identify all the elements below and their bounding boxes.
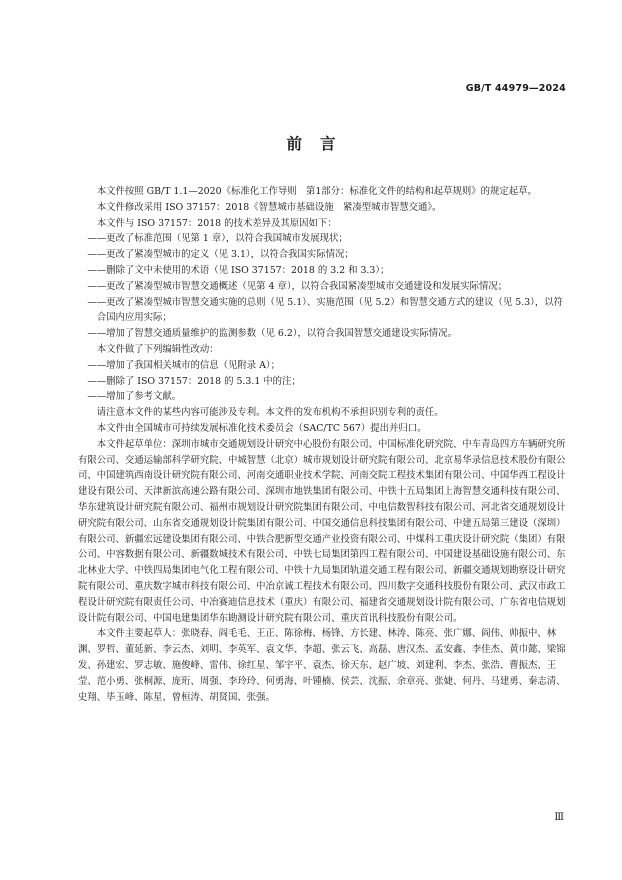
list-item bbox=[78, 374, 568, 390]
list-item-text: 增加了参考文献。 bbox=[106, 391, 182, 403]
list-item bbox=[78, 389, 568, 405]
list-item-text: 更改了标准范围（见第 1 章），以符合我国城市发展现状； bbox=[106, 233, 348, 245]
list-item bbox=[78, 295, 568, 327]
dash-mark: —— bbox=[87, 359, 107, 371]
technical-differences-list bbox=[78, 231, 568, 342]
list-item-text: 更改了紧凑型城市智慧交通概述（见第 4 章），以符合我国紧凑型城市交通建设和发展实际情况； bbox=[106, 280, 508, 292]
paragraph-drafting-rules: 本文件按照 GB/T 1.1—2020《标准化工作导则 第1部分：标准化文件的结构和起草规则》的规定起草。 bbox=[96, 186, 537, 197]
list-item bbox=[78, 231, 568, 247]
list-item-text: 更改了紧凑型城市的定义（见 3.1），以符合我国实际情况； bbox=[106, 249, 354, 261]
document-body bbox=[78, 184, 568, 705]
paragraph-proposer: 本文件由全国城市可持续发展标准化技术委员会（SAC/TC 567）提出并归口。 bbox=[96, 422, 427, 434]
dash-mark: —— bbox=[87, 233, 107, 245]
dash-mark: —— bbox=[87, 375, 107, 387]
list-item bbox=[78, 263, 568, 279]
list-item-text: 增加了智慧交通质量维护的监测参数（见 6.2），以符合我国智慧交通建设实际情况。 bbox=[106, 328, 457, 340]
editorial-changes-list bbox=[78, 358, 568, 405]
dash-mark: —— bbox=[87, 249, 107, 261]
standard-code: GB/T 44979—2024 bbox=[465, 83, 566, 94]
list-item bbox=[78, 358, 568, 374]
list-item-text: 删除了 ISO 37157：2018 的 5.3.1 中的注； bbox=[106, 375, 301, 387]
list-item bbox=[78, 326, 568, 342]
page-number: Ⅲ bbox=[554, 812, 565, 823]
dash-mark: —— bbox=[87, 328, 107, 340]
paragraph-adoption: 本文件修改采用 ISO 37157：2018《智慧城市基础设施 紧凑型城市智慧交通》。 bbox=[96, 201, 442, 213]
dash-mark: —— bbox=[87, 280, 107, 292]
dash-mark: —— bbox=[87, 264, 107, 276]
paragraph-patent-notice: 请注意本文件的某些内容可能涉及专利。本文件的发布机构不承担识别专利的责任。 bbox=[96, 407, 444, 419]
paragraph-drafters: 本文件主要起草人：张晓春、阎毛毛、王正、陈徐梅、杨锋、方长建、林涛、陈亮、张广娜、阎伟、帅振中、林渊、罗哲、董延新、李云杰、刘明、李英军、袁文华、李超、张云飞、高磊、唐汉杰、孟安鑫、李佳杰、黄巾懿、梁锦发、孙建宏、罗志敏、施俊峰、雷伟、徐红星、邹宇平、袁杰、徐天东、赵广坡、刘建利、李杰、张浩、曹振杰、王莹、范小勇、张桐源、庞珩、周强、李玲玲、何勇海、叶锺楠、侯芸、沈振、余章亮、张婕、何丹、马建勇、秦志清、史翔、毕玉峰、陈星、曾桓涛、胡贤国、张强。 bbox=[78, 628, 566, 703]
dash-mark: —— bbox=[87, 296, 107, 308]
paragraph-technical-differences: 本文件与 ISO 37157：2018 的技术差异及其原因如下： bbox=[96, 217, 337, 229]
list-item-text: 删除了文中未使用的术语（见 ISO 37157：2018 的 3.2 和 3.3）； bbox=[106, 264, 390, 276]
list-item bbox=[78, 247, 568, 263]
dash-mark: —— bbox=[87, 391, 107, 403]
list-item-text: 更改了紧凑型城市智慧交通实施的总则（见 5.1）、实施范围（见 5.2）和智慧交通方式的建议（见 5.3），以符合国内应用实际； bbox=[96, 296, 563, 324]
list-item-text: 增加了我国相关城市的信息（见附录 A）； bbox=[106, 359, 280, 371]
paragraph-editorial-changes: 本文件做了下列编辑性改动： bbox=[96, 343, 219, 355]
list-item bbox=[78, 279, 568, 295]
page-title: 前言 bbox=[286, 135, 354, 153]
paragraph-drafting-organizations: 本文件起草单位：深圳市城市交通规划设计研究中心股份有限公司、中国标准化研究院、中车青岛四方车辆研究所有限公司、交通运输部科学研究院、中城智慧（北京）城市规划设计研究院有限公司、北京易华录信息技术股份有限公司、中国建筑西南设计研究院有限公司、河南交通职业技术学院、河南交院工程技术集团有限公司、中国华西工程设计建设有限公司、天津新滨高速公路有限公司、深圳市地铁集团有限公司、中铁十五局集团上海智慧交通科技有限公司、华东建筑设计研究院有限公司、福州市规划设计研究院集团有限公司、中电信数智科技有限公司、河北省交通规划设计研究院有限公司、山东省交通规划设计院集团有限公司、中国交通信息科技集团有限公司、中建五局第三建设（深圳）有限公司、新疆宏远建设集团有限公司、中铁合肥新型交通产业投资有限公司、中煤科工重庆设计研究院（集团）有限公司、中容数据有限公司、新疆数城技术有限公司、中铁七局集团第四工程有限公司、中国建设基础设施有限公司、东北林业大学、中铁四局集团电气化工程有限公司、中铁十九局集团轨道交通工程有限公司、新疆交通规划勘察设计研究院有限公司、重庆数字城市科技有限公司、中冶京诚工程技术有限公司、四川数字交通科技股份有限公司、武汉市政工程设计研究院有限责任公司、中冶赛迪信息技术（重庆）有限公司、福建省交通规划设计院有限公司、广东省电信规划设计院有限公司、中国电建集团华东勘测设计研究院有限公司、重庆首讯科技股份有限公司。 bbox=[78, 438, 566, 624]
